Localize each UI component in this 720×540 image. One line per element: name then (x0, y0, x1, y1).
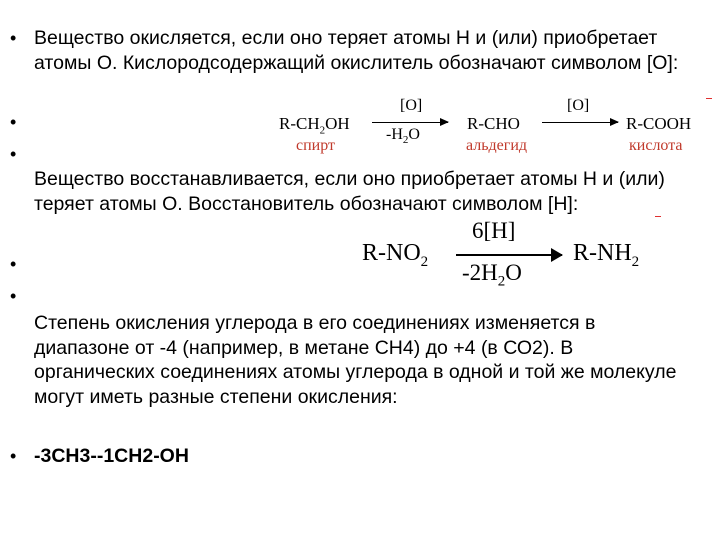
reagent2-top: [O] (567, 97, 590, 114)
bullet-3: • (10, 144, 17, 164)
accent-mark (655, 216, 661, 217)
alcohol-formula: $R-CH_2OH$ (279, 114, 350, 137)
reduction-reagent-top: 6[H] (472, 218, 516, 243)
reagent1-bottom: $-H_2O$ (386, 126, 420, 147)
amine-formula: $R-NH_2$ (573, 240, 640, 270)
alcohol-name: спирт (296, 137, 336, 154)
aldehyde-formula: R-CHO (467, 114, 520, 133)
accent-mark (706, 98, 712, 99)
oxidation-state-example: -3CH3--1CH2-OH (34, 445, 189, 467)
oxidation-definition: Вещество окисляется, если оно теряет атомы Н и (или) приобретает атомы О. Кислородсодержащий окислитель обозначают символом [O]: (34, 27, 679, 74)
oxidation-arrow-1 (372, 122, 448, 123)
bullet-6: • (10, 446, 17, 466)
bullet-1: • (10, 28, 17, 48)
oxidation-arrow-2 (542, 122, 618, 123)
acid-name: кислота (629, 137, 683, 154)
reagent1-top: [O] (400, 97, 423, 114)
bullet-2: • (10, 112, 17, 132)
reduction-definition: Вещество восстанавливается, если оно приобретает атомы Н и (или) теряет атомы О. Восстановитель обозначают символом [Н]: (34, 168, 665, 215)
reduction-arrow (456, 254, 562, 256)
acid-formula: R-COOH (626, 114, 692, 133)
nitro-formula: $R-NO_2$ (362, 240, 429, 270)
bullet-5: • (10, 286, 17, 306)
aldehyde-name: альдегид (466, 137, 528, 154)
reduction-reagent-bottom: $-2H_2O$ (462, 260, 522, 290)
oxidation-state-text: Степень окисления углерода в его соединениях изменяется в диапазоне от -4 (например, в метане СН4) до +4 (в СО2). В органических соединениях атомы углерода в одной и той же молекуле могут иметь разные степени окисления: (34, 312, 677, 408)
bullet-4: • (10, 254, 17, 274)
